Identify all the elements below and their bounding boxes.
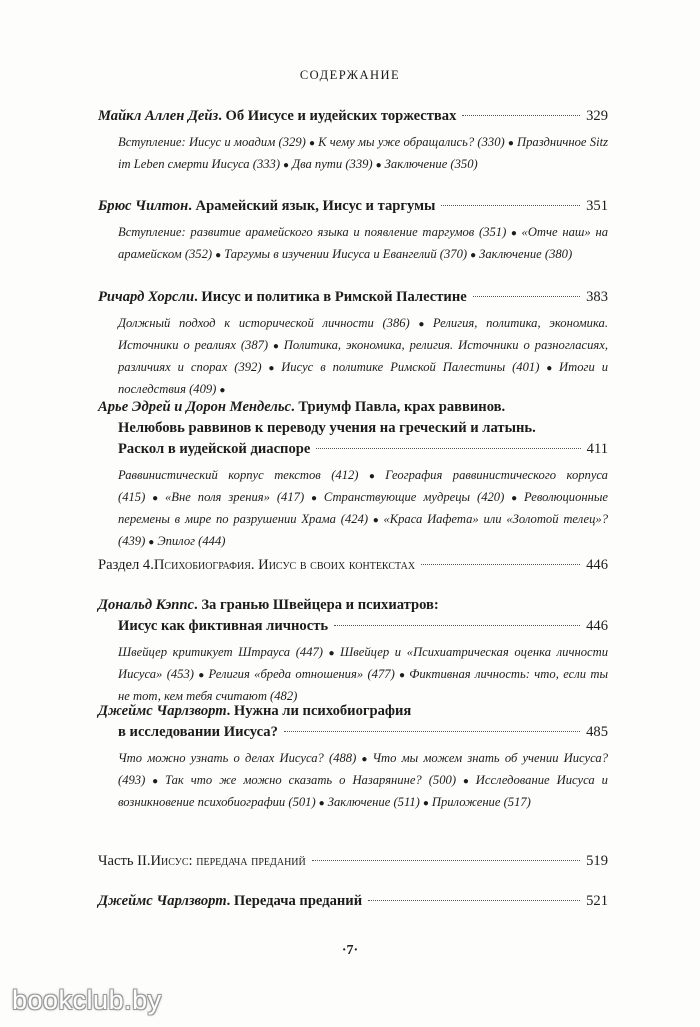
entry-page: 411 <box>586 441 608 457</box>
entry-title-cont: в исследовании Иисуса? <box>118 724 278 740</box>
bullet-icon: ● <box>264 363 279 374</box>
entry-title: . Триумф Павла, крах раввинов. <box>291 399 506 415</box>
desc-item: Религия «бреда отношения» (477) <box>208 667 395 681</box>
entry-title-cont: Раскол в иудейской диаспоре <box>118 441 311 457</box>
entry-description <box>98 465 608 553</box>
bullet-icon: ● <box>148 493 162 504</box>
entry-page: 485 <box>586 724 608 740</box>
desc-item: Религия, политика, экономика. Источники о реалиях (387) <box>118 316 609 352</box>
entry-author: Ричард Хорсли <box>98 289 195 305</box>
desc-item: Что можно узнать о делах Иисуса? (488) <box>118 751 357 765</box>
section-heading <box>98 555 608 576</box>
bullet-icon: ● <box>507 493 521 504</box>
bullet-icon: ● <box>361 471 383 482</box>
bullet-icon: ● <box>422 798 429 809</box>
entry-description <box>98 222 608 266</box>
part-title: Иисус: передача преданий <box>150 853 306 869</box>
bullet-icon: ● <box>507 138 515 149</box>
leader-dots <box>284 731 580 732</box>
bullet-icon: ● <box>470 250 477 261</box>
desc-item: Фиктивная личность: что, если ты не тот, кем тебя считают (482) <box>118 667 608 703</box>
part-heading <box>98 851 608 872</box>
entry-description <box>98 132 608 176</box>
desc-item: Должный подход к исторической личности (386) <box>118 316 410 330</box>
bullet-icon: ● <box>509 228 519 239</box>
desc-item: Эпилог (444) <box>157 534 226 548</box>
entry-page: 521 <box>586 893 608 909</box>
toc-entry <box>98 287 608 401</box>
page-number: ·7· <box>341 943 359 958</box>
desc-item: Праздничное Sitz im Leben смерти Иисуса (333) <box>118 135 609 171</box>
bullet-icon: ● <box>375 160 382 171</box>
entry-page: 383 <box>586 289 608 305</box>
entry-title: . Арамейский язык, Иисус и таргумы <box>188 198 436 214</box>
desc-item: Таргумы в изучении Иисуса и Евангелий (370) <box>224 247 468 261</box>
bullet-icon: ● <box>397 670 407 681</box>
part-page: 519 <box>586 853 608 869</box>
entry-title-cont: Нелюбовь раввинов к переводу учения на греческий и латынь. <box>118 420 536 436</box>
entry-page: 329 <box>586 108 608 124</box>
desc-item: Странствующие мудрецы (420) <box>323 490 505 504</box>
entry-page: 446 <box>586 618 608 634</box>
bullet-icon: ● <box>326 648 338 659</box>
desc-item: Так что же можно сказать о Назарянине? (500) <box>165 773 457 787</box>
desc-item: Заключение (380) <box>479 247 573 261</box>
desc-item: Иисус в политике Римской Палестины (401) <box>281 360 540 374</box>
desc-item: Исследование Иисуса и возникновение психобиографии (501) <box>118 773 608 809</box>
leader-dots <box>421 564 580 565</box>
bullet-icon: ● <box>459 776 473 787</box>
desc-item: Швейцер и «Психиатрическая оценка личности Иисуса» (453) <box>118 645 609 681</box>
bullet-icon: ● <box>308 138 316 149</box>
toc-entry <box>98 397 608 553</box>
entry-description <box>98 313 608 401</box>
entry-author: Арье Эдрей и Дорон Мендельс <box>98 399 292 415</box>
bullet-icon: ● <box>148 776 163 787</box>
entry-description <box>98 748 608 814</box>
entry-title: . Иисус и политика в Римской Палестине <box>194 289 467 305</box>
desc-item: Два пути (339) <box>292 157 373 171</box>
toc-entry <box>98 595 608 706</box>
desc-item: Вступление: Иисус и моадим (329) <box>118 135 306 149</box>
entry-title: . Передача преданий <box>226 893 363 909</box>
entry-title: . За гранью Швейцера и психиатров: <box>194 597 439 613</box>
desc-item: «Краса Иафета» или «Золотой телец»? (439) <box>118 512 608 548</box>
entry-author: Джеймс Чарлзворт <box>98 703 227 719</box>
leader-dots <box>316 448 580 449</box>
leader-dots <box>334 625 580 626</box>
desc-item: Вступление: развитие арамейского языка и появление таргумов (351) <box>118 225 507 239</box>
desc-item: Швейцер критикует Штрауса (447) <box>118 645 324 659</box>
bullet-icon: ● <box>219 385 226 396</box>
bullet-icon: ● <box>307 493 321 504</box>
desc-item: Итоги и последствия (409) <box>118 360 608 396</box>
desc-item: Политика, экономика, религия. Источники о разногласиях, различиях и спорах (392) <box>118 338 608 374</box>
leader-dots <box>473 296 580 297</box>
desc-item: К чему мы уже обращались? (330) <box>318 135 505 149</box>
part-label: Часть II. <box>98 853 151 869</box>
bullet-icon: ● <box>542 363 557 374</box>
desc-item: География раввинистического корпуса (415) <box>118 468 608 504</box>
desc-item: Раввинистический корпус текстов (412) <box>118 468 359 482</box>
bullet-icon: ● <box>318 798 325 809</box>
desc-item: Приложение (517) <box>431 795 531 809</box>
section-page: 446 <box>586 557 608 573</box>
section-label: Раздел 4. <box>98 557 154 573</box>
entry-description <box>98 642 608 706</box>
entry-title-cont: Иисус как фиктивная личность <box>118 618 329 634</box>
section-title: Психобиография. Иисус в своих контекстах <box>153 557 416 573</box>
bullet-icon: ● <box>196 670 206 681</box>
desc-item: Заключение (511) <box>327 795 420 809</box>
leader-dots <box>441 205 580 206</box>
leader-dots <box>368 900 580 901</box>
desc-item: «Отче наш» на арамейском (352) <box>118 225 608 261</box>
leader-dots <box>462 115 580 116</box>
running-head: СОДЕРЖАНИЕ <box>299 68 401 82</box>
bullet-icon: ● <box>215 250 222 261</box>
bullet-icon: ● <box>371 515 381 526</box>
entry-author: Брюс Чилтон <box>98 198 189 214</box>
bullet-icon: ● <box>359 754 370 765</box>
desc-item: «Вне поля зрения» (417) <box>164 490 305 504</box>
entry-author: Джеймс Чарлзворт <box>98 893 227 909</box>
bullet-icon: ● <box>283 160 290 171</box>
entry-author: Майкл Аллен Дейз <box>98 108 219 124</box>
desc-item: Заключение (350) <box>384 157 478 171</box>
desc-item: Что мы можем знать об учении Иисуса? (493) <box>118 751 608 787</box>
entry-author: Дональд Кэппс <box>98 597 195 613</box>
entry-title: . Нужна ли психобиография <box>226 703 412 719</box>
toc-entry <box>98 106 608 176</box>
entry-title: . Об Иисусе и иудейских торжествах <box>218 108 457 124</box>
toc-entry <box>98 701 608 814</box>
leader-dots <box>312 860 580 861</box>
bullet-icon: ● <box>412 319 430 330</box>
bullet-icon: ● <box>271 341 281 352</box>
bullet-icon: ● <box>148 537 155 548</box>
toc-entry <box>98 196 608 266</box>
watermark-logo: bookclub.by <box>12 985 162 1015</box>
toc-entry <box>98 891 608 912</box>
desc-item: Революционные перемены в мире по разрушении Храма (424) <box>118 490 608 526</box>
entry-page: 351 <box>586 198 608 214</box>
